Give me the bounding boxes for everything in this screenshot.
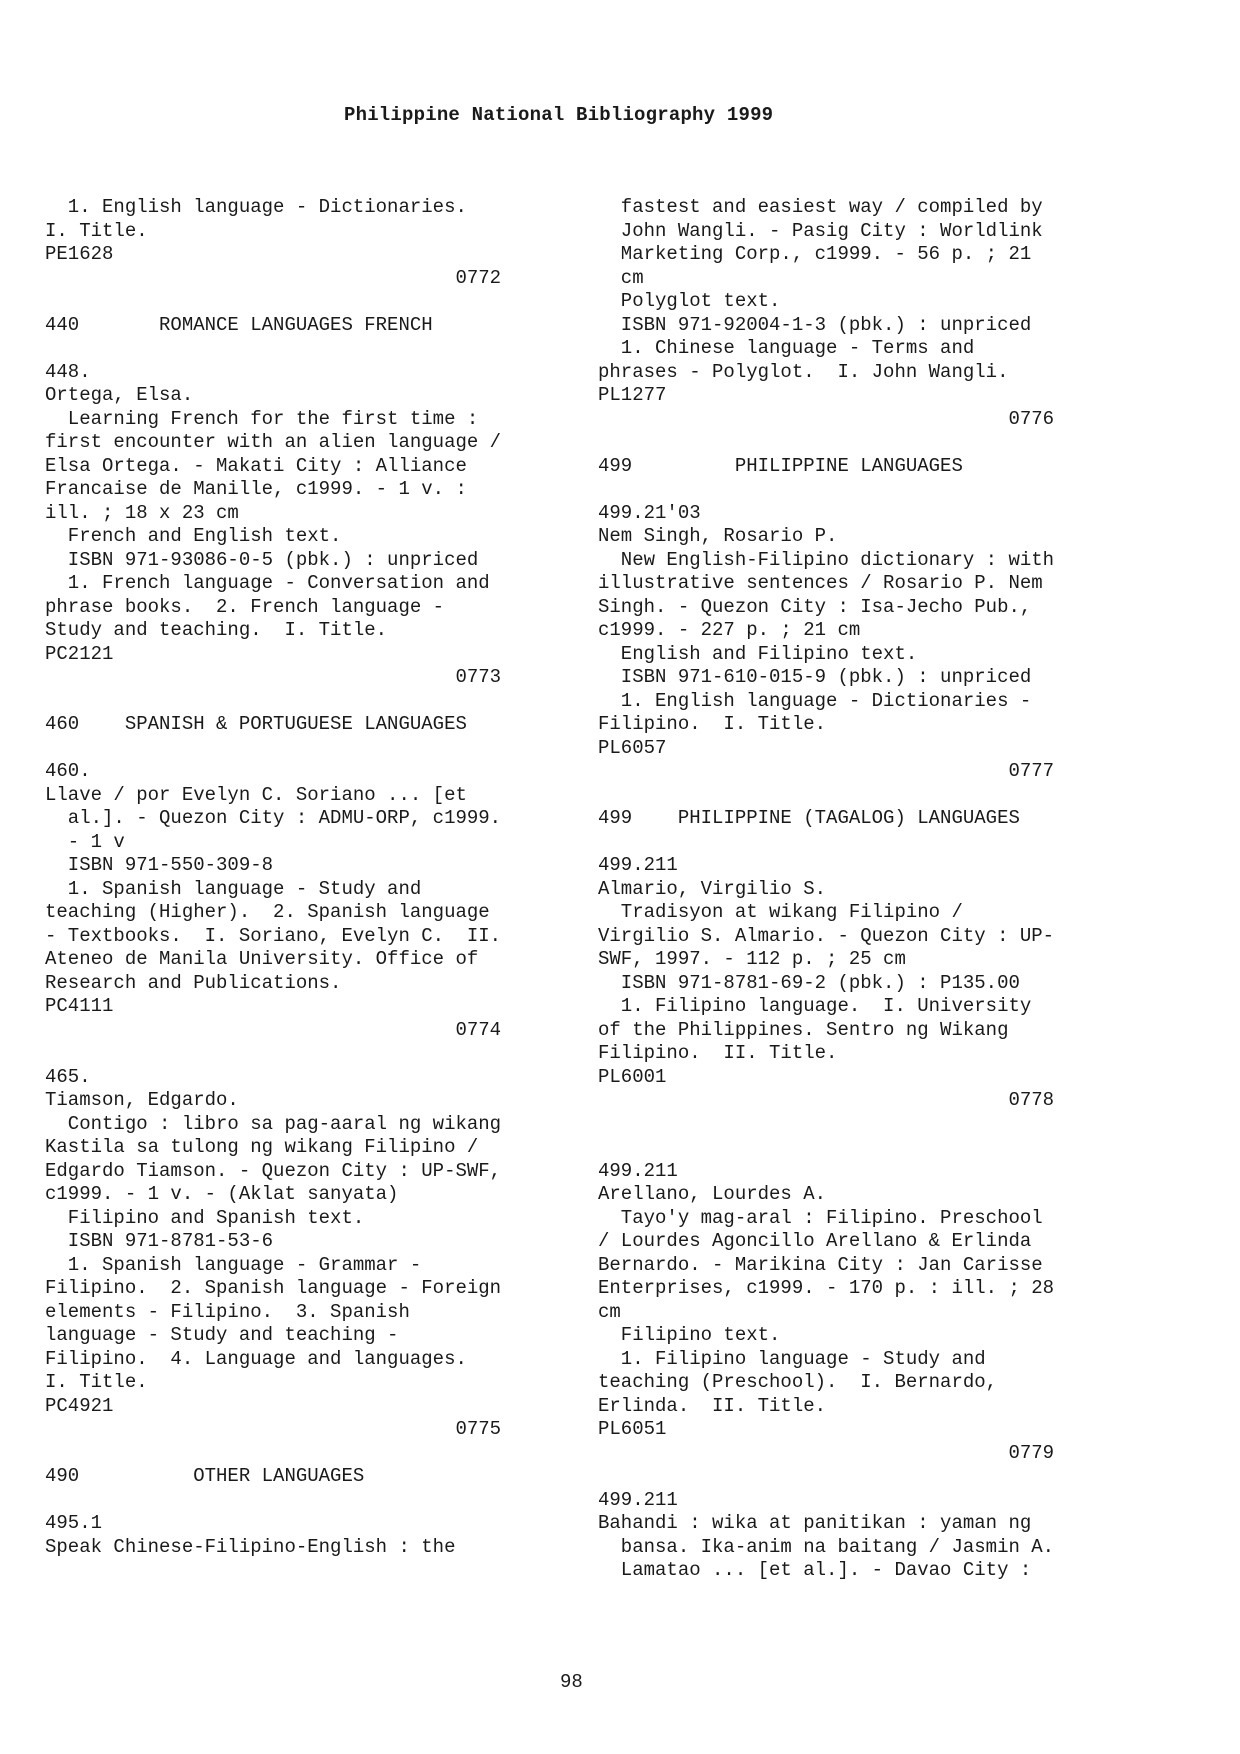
right-column xyxy=(598,196,1098,1583)
text-line: PC2121 xyxy=(45,642,114,665)
text-line: I. Title. xyxy=(45,1371,148,1393)
text-line: 499.211 xyxy=(598,1488,678,1511)
text-line: 0777 xyxy=(598,760,1055,782)
text-line: cm xyxy=(598,1300,621,1323)
text-line xyxy=(598,478,1098,502)
text-line: John Wangli. - Pasig City : Worldlink xyxy=(598,219,1043,242)
text-line: 448. xyxy=(45,360,91,383)
text-line xyxy=(45,690,545,714)
text-line: illustrative sentences / Rosario P. Nem xyxy=(598,572,1043,594)
text-line: Lamatao ... [et al.]. - Davao City : xyxy=(598,1559,1032,1581)
text-line: Study and teaching. I. Title. xyxy=(45,619,388,641)
text-line: Arellano, Lourdes A. xyxy=(598,1183,827,1205)
text-line xyxy=(598,1113,1098,1137)
text-line: ISBN 971-550-309-8 xyxy=(45,854,274,876)
text-line: elements - Filipino. 3. Spanish xyxy=(45,1300,410,1323)
text-line: Tayo'y mag-aral : Filipino. Preschool xyxy=(598,1206,1043,1229)
text-line: I. Title. xyxy=(45,219,148,242)
text-line: PL6057 xyxy=(598,736,667,759)
text-line: phrase books. 2. French language - xyxy=(45,595,445,618)
text-line: 499.211 xyxy=(598,1159,678,1182)
text-line: 0778 xyxy=(598,1089,1055,1111)
text-line xyxy=(598,784,1098,808)
text-line: Bahandi : wika at panitikan : yaman ng xyxy=(598,1512,1032,1534)
text-line: PE1628 xyxy=(45,243,114,265)
text-line: PC4921 xyxy=(45,1394,114,1417)
text-line: 1. Spanish language - Study and xyxy=(45,877,422,900)
text-line: Contigo : libro sa pag-aaral ng wikang xyxy=(45,1112,502,1135)
text-line: Learning French for the first time : xyxy=(45,407,479,430)
text-line: phrases - Polyglot. I. John Wangli. xyxy=(598,360,1009,383)
text-line: PL6001 xyxy=(598,1065,667,1088)
text-line: language - Study and teaching - xyxy=(45,1324,399,1346)
text-line: ill. ; 18 x 23 cm xyxy=(45,501,239,524)
text-line: PL1277 xyxy=(598,384,667,406)
text-line: ISBN 971-8781-69-2 (pbk.) : P135.00 xyxy=(598,971,1020,994)
text-line: Marketing Corp., c1999. - 56 p. ; 21 xyxy=(598,243,1032,265)
text-line xyxy=(45,1042,545,1066)
text-line: 499 PHILIPPINE (TAGALOG) LANGUAGES xyxy=(598,807,1020,829)
text-line: Elsa Ortega. - Makati City : Alliance xyxy=(45,454,467,477)
text-line: Virgilio S. Almario. - Quezon City : UP- xyxy=(598,924,1055,947)
text-line: 1. English language - Dictionaries. xyxy=(45,196,467,218)
text-line xyxy=(598,1465,1098,1489)
page-title: Philippine National Bibliography 1999 xyxy=(344,104,774,126)
text-line: Almario, Virgilio S. xyxy=(598,877,827,900)
text-line: ISBN 971-610-015-9 (pbk.) : unpriced xyxy=(598,666,1032,688)
text-line: 1. English language - Dictionaries - xyxy=(598,689,1032,712)
text-line: Erlinda. II. Title. xyxy=(598,1394,827,1417)
text-line: / Lourdes Agoncillo Arellano & Erlinda xyxy=(598,1230,1032,1252)
text-line: ISBN 971-93086-0-5 (pbk.) : unpriced xyxy=(45,548,479,571)
text-line: - Textbooks. I. Soriano, Evelyn C. II. xyxy=(45,924,502,947)
text-line: 490 OTHER LANGUAGES xyxy=(45,1465,365,1487)
text-line: English and Filipino text. xyxy=(598,642,918,665)
text-line: Speak Chinese-Filipino-English : the xyxy=(45,1535,456,1558)
text-line: 499 PHILIPPINE LANGUAGES xyxy=(598,454,963,477)
text-line: teaching (Higher). 2. Spanish language xyxy=(45,901,490,923)
text-line: al.]. - Quezon City : ADMU-ORP, c1999. xyxy=(45,807,502,829)
text-line: Filipino. 2. Spanish language - Foreign xyxy=(45,1277,502,1299)
text-line: teaching (Preschool). I. Bernardo, xyxy=(598,1371,998,1393)
text-line: Tiamson, Edgardo. xyxy=(45,1089,239,1111)
text-line: 499.21'03 xyxy=(598,501,701,524)
text-line: Francaise de Manille, c1999. - 1 v. : xyxy=(45,478,467,500)
text-line xyxy=(45,1489,545,1513)
text-line: of the Philippines. Sentro ng Wikang xyxy=(598,1018,1009,1041)
text-line: 1. Chinese language - Terms and xyxy=(598,337,975,359)
text-line: Ortega, Elsa. xyxy=(45,384,194,406)
left-column xyxy=(45,196,545,1559)
text-line: 1. Spanish language - Grammar - xyxy=(45,1253,422,1276)
text-line xyxy=(45,337,545,361)
text-line: 0779 xyxy=(598,1441,1055,1464)
text-line: Singh. - Quezon City : Isa-Jecho Pub., xyxy=(598,595,1032,618)
text-line: Filipino and Spanish text. xyxy=(45,1206,365,1229)
text-line xyxy=(598,831,1098,855)
text-line: 465. xyxy=(45,1065,91,1088)
text-line: Filipino. I. Title. xyxy=(598,713,827,735)
text-line: PC4111 xyxy=(45,995,114,1017)
text-line: c1999. - 227 p. ; 21 cm xyxy=(598,619,861,641)
text-line: 460. xyxy=(45,760,91,782)
text-line: Llave / por Evelyn C. Soriano ... [et xyxy=(45,783,467,806)
text-line: 0775 xyxy=(45,1418,502,1440)
text-line: PL6051 xyxy=(598,1418,667,1440)
text-line: Kastila sa tulong ng wikang Filipino / xyxy=(45,1136,479,1158)
text-line: 1. French language - Conversation and xyxy=(45,572,490,594)
text-line: Filipino. 4. Language and languages. xyxy=(45,1347,467,1370)
text-line: first encounter with an alien language / xyxy=(45,431,502,453)
text-line xyxy=(598,431,1098,455)
text-line: French and English text. xyxy=(45,525,342,547)
text-line: 1. Filipino language - Study and xyxy=(598,1347,986,1370)
text-line xyxy=(45,1442,545,1466)
text-line: - 1 v xyxy=(45,830,125,853)
text-line xyxy=(598,1136,1098,1160)
text-line: c1999. - 1 v. - (Aklat sanyata) xyxy=(45,1183,399,1205)
text-line: Tradisyon at wikang Filipino / xyxy=(598,901,963,923)
text-line xyxy=(45,290,545,314)
text-line: fastest and easiest way / compiled by xyxy=(598,196,1043,218)
text-line xyxy=(45,737,545,761)
text-line: Polyglot text. xyxy=(598,290,781,312)
text-line: 0773 xyxy=(45,666,502,688)
text-line: ISBN 971-8781-53-6 xyxy=(45,1230,274,1252)
page-number: 98 xyxy=(560,1671,583,1693)
text-line: 440 ROMANCE LANGUAGES FRENCH xyxy=(45,313,433,336)
text-line: Nem Singh, Rosario P. xyxy=(598,525,838,547)
text-line: 0776 xyxy=(598,407,1055,430)
text-line: Enterprises, c1999. - 170 p. : ill. ; 28 xyxy=(598,1277,1055,1299)
text-line: Filipino. II. Title. xyxy=(598,1042,838,1064)
text-line: Research and Publications. xyxy=(45,971,342,994)
text-line: bansa. Ika-anim na baitang / Jasmin A. xyxy=(598,1535,1055,1558)
text-line: 0774 xyxy=(45,1018,502,1041)
text-line: Bernardo. - Marikina City : Jan Carisse xyxy=(598,1253,1043,1276)
text-line: New English-Filipino dictionary : with xyxy=(598,548,1055,571)
text-line: 0772 xyxy=(45,266,502,289)
text-line: 1. Filipino language. I. University xyxy=(598,995,1032,1017)
text-line: ISBN 971-92004-1-3 (pbk.) : unpriced xyxy=(598,313,1032,336)
text-line: Edgardo Tiamson. - Quezon City : UP-SWF, xyxy=(45,1159,502,1182)
text-line: Ateneo de Manila University. Office of xyxy=(45,948,479,970)
text-line: 499.211 xyxy=(598,854,678,876)
text-line: cm xyxy=(598,266,644,289)
text-line: Filipino text. xyxy=(598,1324,781,1346)
text-line: SWF, 1997. - 112 p. ; 25 cm xyxy=(598,948,906,970)
text-line: 460 SPANISH & PORTUGUESE LANGUAGES xyxy=(45,713,467,735)
text-line: 495.1 xyxy=(45,1512,103,1534)
